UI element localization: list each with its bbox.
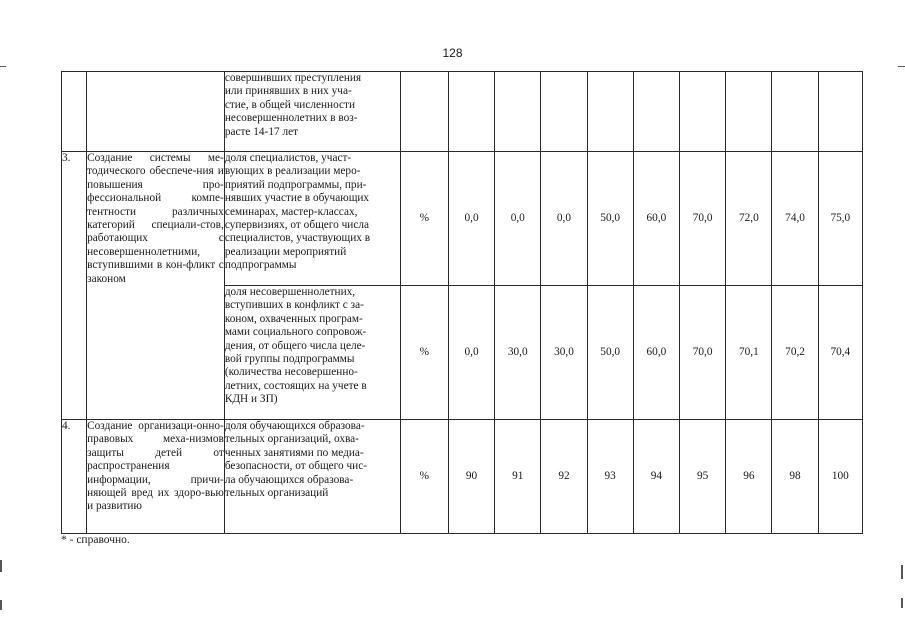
value-cell: 70,1 bbox=[726, 286, 772, 420]
value-cell: 70,0 bbox=[680, 152, 726, 286]
indicator-line: семинарах, мастер-классах, bbox=[224, 205, 358, 218]
measure-name: Создание организаци-онно-правовых меха-низмов защиты детей от распространения информации, причи-няющей вред их здоро-вью и развитию bbox=[87, 420, 225, 534]
value-cell bbox=[633, 72, 679, 152]
row-number bbox=[62, 72, 87, 152]
indicator-line: (количества несовершенно- bbox=[224, 366, 358, 379]
value-cell: 100 bbox=[818, 420, 862, 534]
value-cell: 0,0 bbox=[448, 286, 494, 420]
indicator-line: доля специалистов, участ- bbox=[224, 152, 352, 164]
unit-cell bbox=[400, 72, 448, 152]
left-margin-mark bbox=[0, 600, 2, 610]
indicator-line: мами социального сопровож- bbox=[224, 326, 367, 339]
value-cell: 98 bbox=[772, 420, 818, 534]
value-cell: 50,0 bbox=[587, 152, 633, 286]
indicator-line: доля несовершеннолетних, bbox=[224, 286, 356, 298]
value-cell: 72,0 bbox=[726, 152, 772, 286]
value-cell bbox=[726, 72, 772, 152]
measure-name: Создание системы ме-тодического обеспече-ния и повышения про-фессиональной компе-тентности различных категорий специали-стов, работающих с несовершеннолетними, вступившими в кон-фликт с законом bbox=[87, 152, 225, 420]
table-row bbox=[62, 152, 863, 286]
indicator-cell bbox=[224, 286, 400, 420]
indicator-cell bbox=[224, 420, 400, 534]
table-row bbox=[62, 420, 863, 534]
right-margin-mark bbox=[898, 66, 905, 67]
value-cell bbox=[680, 72, 726, 152]
indicator-line: доля обучающихся образова- bbox=[224, 420, 365, 432]
value-cell: 75,0 bbox=[818, 152, 862, 286]
value-cell: 96 bbox=[726, 420, 772, 534]
value-cell bbox=[541, 72, 587, 152]
measure-name bbox=[87, 72, 225, 152]
value-cell: 70,2 bbox=[772, 286, 818, 420]
indicator-line: вступивших в конфликт с за- bbox=[224, 299, 364, 312]
value-cell: 94 bbox=[633, 420, 679, 534]
page-number: 128 bbox=[442, 46, 463, 60]
value-cell bbox=[495, 72, 541, 152]
indicators-table bbox=[61, 71, 863, 534]
value-cell: 50,0 bbox=[587, 286, 633, 420]
value-cell: 60,0 bbox=[633, 286, 679, 420]
value-cell: 90 bbox=[448, 420, 494, 534]
value-cell: 70,4 bbox=[818, 286, 862, 420]
indicator-line: безопасности, от общего чис- bbox=[224, 460, 367, 473]
footnote: * - справочно. bbox=[61, 534, 130, 546]
value-cell bbox=[587, 72, 633, 152]
indicator-line: специалистов, участвующих в bbox=[224, 232, 371, 245]
value-cell: 74,0 bbox=[772, 152, 818, 286]
indicator-line: вующих в реализации меро- bbox=[224, 165, 361, 178]
indicator-line: подпрограммы bbox=[224, 259, 297, 272]
value-cell: 95 bbox=[680, 420, 726, 534]
indicator-line: расте 14-17 лет bbox=[224, 125, 299, 138]
indicator-line: нявших участие в обучающих bbox=[224, 192, 370, 205]
table-row bbox=[62, 72, 863, 152]
value-cell: 70,0 bbox=[680, 286, 726, 420]
indicator-line: стие, в общей численности bbox=[224, 98, 356, 111]
indicator-line: коном, охваченных програм- bbox=[224, 312, 363, 325]
value-cell: 60,0 bbox=[633, 152, 679, 286]
indicator-line: дения, от общего числа целе- bbox=[224, 339, 366, 352]
indicator-line: летних, состоящих на учете в bbox=[224, 379, 367, 392]
value-cell: 92 bbox=[541, 420, 587, 534]
row-number: 4. bbox=[62, 420, 87, 534]
right-margin-mark bbox=[901, 598, 903, 608]
indicator-line: вой группы подпрограммы bbox=[224, 353, 355, 366]
indicator-line: супервизиях, от общего числа bbox=[224, 219, 370, 232]
value-cell: 30,0 bbox=[495, 286, 541, 420]
indicator-line: совершивших преступления bbox=[224, 72, 362, 84]
right-margin-mark bbox=[901, 565, 903, 579]
value-cell bbox=[818, 72, 862, 152]
indicator-line: реализации мероприятий bbox=[224, 245, 347, 258]
indicator-line: или принявших в них уча- bbox=[224, 85, 352, 98]
indicator-cell bbox=[224, 72, 400, 152]
value-cell bbox=[772, 72, 818, 152]
indicator-line: КДН и ЗП) bbox=[224, 393, 278, 406]
value-cell: 0,0 bbox=[541, 152, 587, 286]
value-cell bbox=[448, 72, 494, 152]
unit-cell: % bbox=[400, 152, 448, 286]
left-margin-mark bbox=[0, 66, 6, 67]
value-cell: 91 bbox=[495, 420, 541, 534]
value-cell: 0,0 bbox=[495, 152, 541, 286]
indicator-line: несовершеннолетних в воз- bbox=[224, 112, 358, 125]
value-cell: 0,0 bbox=[448, 152, 494, 286]
unit-cell: % bbox=[400, 420, 448, 534]
indicator-cell bbox=[224, 152, 400, 286]
unit-cell: % bbox=[400, 286, 448, 420]
indicator-line: ченных занятиями по медиа- bbox=[224, 446, 364, 459]
value-cell: 93 bbox=[587, 420, 633, 534]
indicator-line: тельных организаций, охва- bbox=[224, 433, 359, 446]
indicator-line: ла обучающихся образова- bbox=[224, 473, 354, 486]
indicator-line: приятий подпрограммы, при- bbox=[224, 178, 367, 191]
left-margin-mark bbox=[0, 560, 2, 572]
row-number: 3. bbox=[62, 152, 87, 420]
indicator-line: тельных организаций bbox=[224, 487, 329, 500]
value-cell: 30,0 bbox=[541, 286, 587, 420]
